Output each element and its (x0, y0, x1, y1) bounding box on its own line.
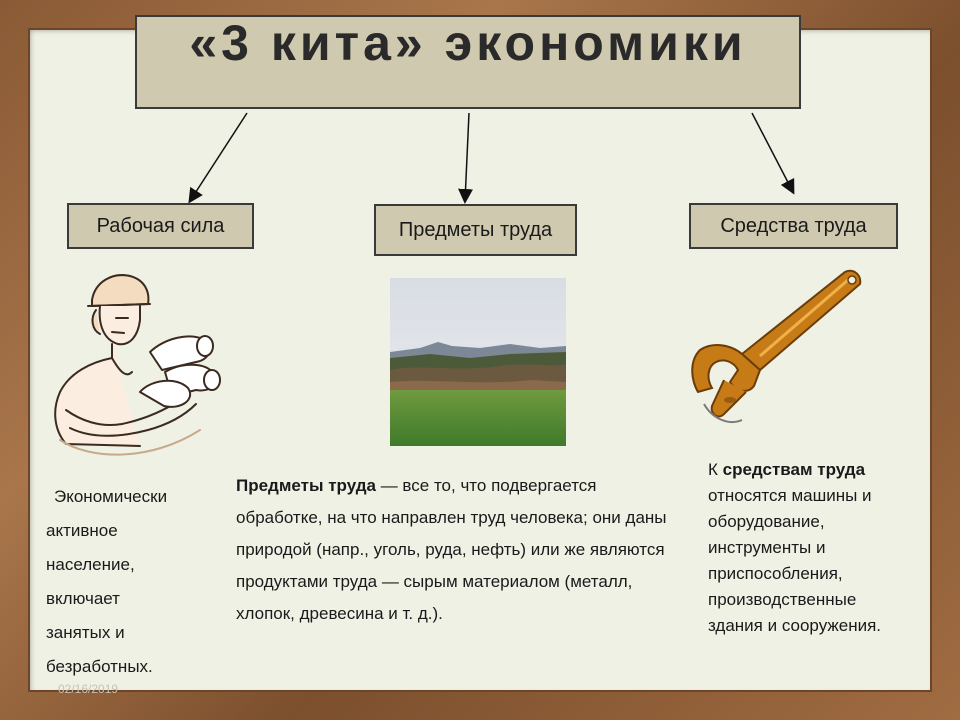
prefix-text: К (708, 460, 723, 479)
text-line: активное (46, 521, 118, 540)
term-bold: Предметы труда (236, 476, 376, 495)
category-label: Рабочая сила (96, 214, 225, 237)
text-line: включает (46, 589, 120, 608)
text-line: занятых и (46, 623, 125, 642)
labor-description (46, 480, 206, 684)
text-line: население, (46, 555, 135, 574)
category-label: Предметы труда (398, 218, 553, 241)
page-title: «3 кита» экономики (189, 15, 747, 71)
footer-date: 02/16/2019 (58, 682, 119, 696)
means-description (708, 457, 908, 639)
text-line: Экономически (54, 487, 168, 506)
definition-text: относятся машины и оборудование, инструменты и приспособления, производственные здания и сооружения. (708, 486, 882, 635)
definition-text: — все то, что подвергается обработке, на что направлен труд человека; они даны природой (напр., уголь, руда, нефть) или же являются продуктами труда — сырым материалом (металл, хлопок, древесина и т. д.). (236, 476, 667, 623)
text-line: безработных. (46, 657, 153, 676)
category-label: Средства труда (720, 214, 867, 237)
objects-description (236, 470, 676, 630)
term-bold: средствам труда (722, 460, 866, 479)
